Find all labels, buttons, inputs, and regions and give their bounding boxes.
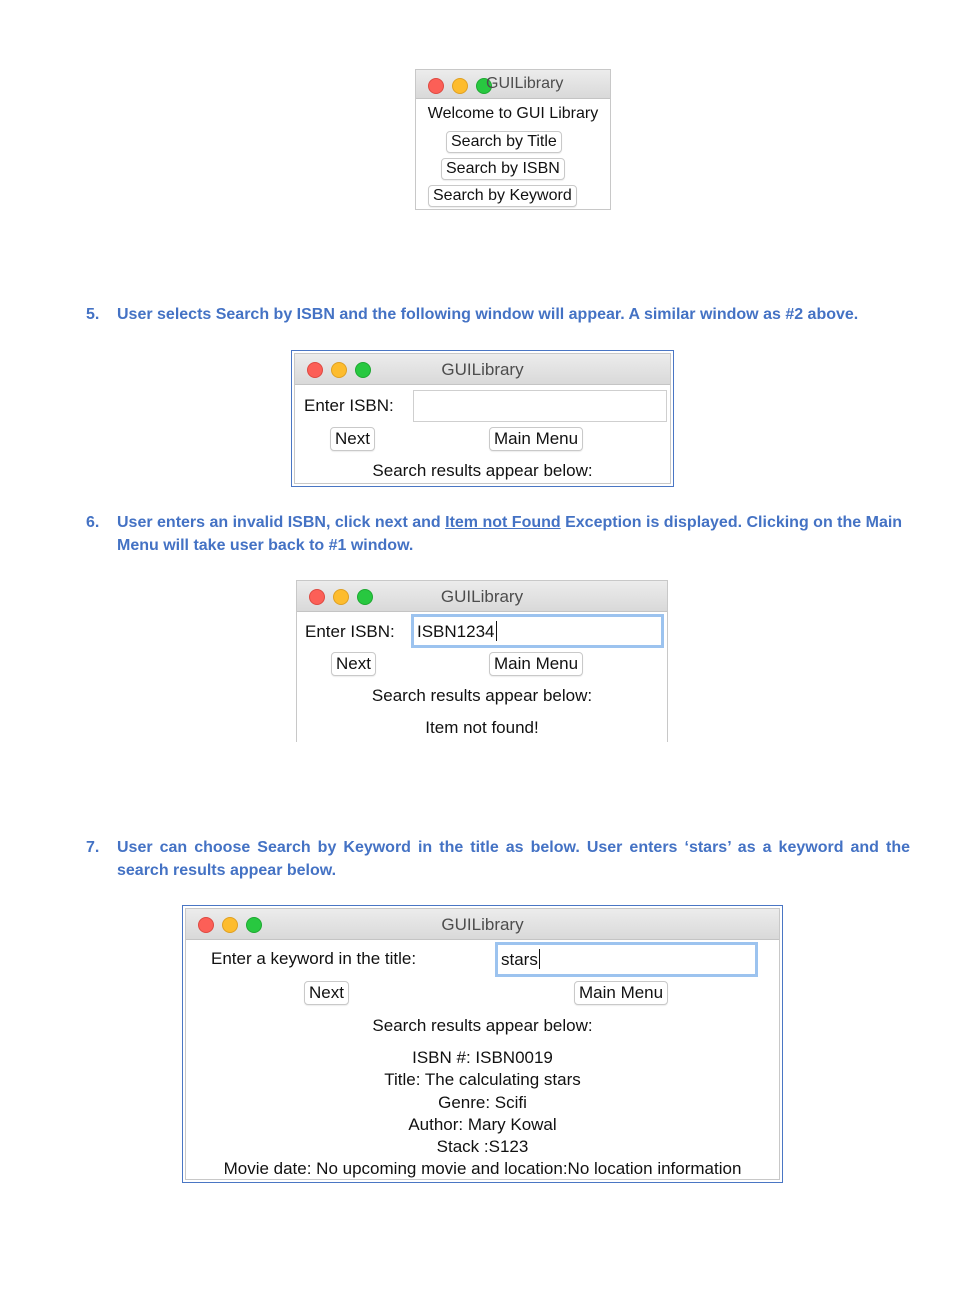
result-movie-date: Movie date: No upcoming movie and location:No location information bbox=[223, 1159, 742, 1178]
step-5 bbox=[86, 303, 910, 326]
isbn-input-value: ISBN1234 bbox=[417, 622, 495, 641]
window-title: GUILibrary bbox=[441, 360, 524, 379]
isbn-label: Enter ISBN: bbox=[305, 622, 395, 641]
window-title: GUILibrary bbox=[486, 75, 564, 92]
results-header: Search results appear below: bbox=[372, 1016, 593, 1035]
title-bar bbox=[186, 909, 779, 940]
keyword-label: Enter a keyword in the title: bbox=[211, 949, 417, 968]
text-caret bbox=[496, 621, 497, 641]
window-title: GUILibrary bbox=[441, 915, 524, 934]
step-text-before: User enters an invalid ISBN, click next and bbox=[117, 514, 446, 531]
results-header: Search results appear below: bbox=[372, 461, 593, 480]
title-bar bbox=[416, 70, 610, 99]
minimize-icon[interactable] bbox=[452, 78, 468, 94]
results-header: Search results appear below: bbox=[371, 686, 593, 705]
step-number: 6. bbox=[86, 514, 100, 531]
result-isbn: ISBN #: ISBN0019 bbox=[412, 1048, 553, 1067]
result-author: Author: Mary Kowal bbox=[408, 1115, 557, 1134]
keyword-input-value: stars bbox=[501, 950, 538, 969]
result-message: Item not found! bbox=[425, 718, 539, 737]
step-6 bbox=[86, 511, 910, 557]
main-menu-window bbox=[415, 69, 611, 210]
window-controls bbox=[428, 78, 492, 94]
result-stack: Stack :S123 bbox=[436, 1137, 529, 1156]
window-title: GUILibrary bbox=[440, 587, 524, 606]
main-menu-button[interactable]: Main Menu bbox=[489, 652, 583, 676]
step-number: 5. bbox=[86, 306, 100, 323]
isbn-label: Enter ISBN: bbox=[304, 396, 394, 415]
step-text: User selects Search by ISBN and the following window will appear. A similar window as #2 above. bbox=[117, 306, 859, 323]
keyword-search-window bbox=[185, 908, 780, 1180]
result-title: Title: The calculating stars bbox=[384, 1070, 581, 1089]
isbn-input[interactable] bbox=[411, 614, 664, 648]
next-button[interactable]: Next bbox=[330, 427, 375, 451]
step-number: 7. bbox=[86, 839, 100, 856]
isbn-invalid-window bbox=[296, 580, 668, 742]
isbn-input[interactable] bbox=[413, 390, 667, 422]
text-caret bbox=[539, 949, 540, 969]
keyword-input[interactable] bbox=[495, 942, 758, 977]
search-by-keyword-button[interactable]: Search by Keyword bbox=[428, 185, 577, 207]
main-menu-button[interactable]: Main Menu bbox=[489, 427, 583, 451]
title-bar bbox=[297, 581, 667, 612]
welcome-text: Welcome to GUI Library bbox=[427, 105, 599, 122]
title-bar bbox=[295, 354, 670, 385]
isbn-search-window bbox=[294, 353, 671, 484]
step-text-after: Exception is displayed. Clicking on the Main Menu will take user back to #1 window. bbox=[117, 514, 903, 554]
main-menu-button[interactable]: Main Menu bbox=[574, 981, 668, 1005]
step-text: User can choose Search by Keyword in the title as below. User enters ‘stars’ as a keyword and the search results appear below. bbox=[117, 839, 910, 879]
result-genre: Genre: Scifi bbox=[438, 1093, 527, 1112]
item-not-found-link[interactable]: Item not Found bbox=[445, 514, 561, 531]
step-7 bbox=[86, 836, 910, 882]
step-text bbox=[117, 511, 910, 557]
next-button[interactable]: Next bbox=[331, 652, 376, 676]
close-icon[interactable] bbox=[428, 78, 444, 94]
search-by-isbn-button[interactable]: Search by ISBN bbox=[441, 158, 565, 180]
next-button[interactable]: Next bbox=[304, 981, 349, 1005]
search-by-title-button[interactable]: Search by Title bbox=[446, 131, 562, 153]
